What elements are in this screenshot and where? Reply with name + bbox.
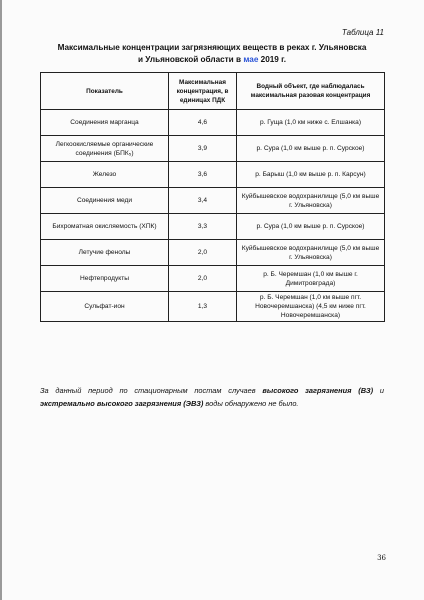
note-text-1: За данный период по стационарным постам случаев bbox=[40, 386, 263, 395]
title-month: мае bbox=[243, 55, 259, 64]
table-row bbox=[41, 266, 385, 292]
indicator-cell: Легкоокисляемые органические соединения (БПК₅) bbox=[41, 136, 169, 162]
value-cell: 1,3 bbox=[169, 292, 237, 322]
note-text-3: воды обнаружено не было. bbox=[203, 399, 299, 408]
value-cell: 2,0 bbox=[169, 240, 237, 266]
value-cell: 2,0 bbox=[169, 266, 237, 292]
table-row bbox=[41, 292, 385, 322]
indicator-cell: Бихроматная окисляемость (ХПК) bbox=[41, 214, 169, 240]
value-cell: 3,6 bbox=[169, 162, 237, 188]
table-row bbox=[41, 188, 385, 214]
note-text-2: и bbox=[373, 386, 384, 395]
location-cell: р. Гуща (1,0 км ниже с. Елшанка) bbox=[237, 110, 385, 136]
page-title bbox=[40, 42, 384, 66]
indicator-cell: Железо bbox=[41, 162, 169, 188]
value-cell: 3,4 bbox=[169, 188, 237, 214]
value-cell: 4,6 bbox=[169, 110, 237, 136]
value-cell: 3,9 bbox=[169, 136, 237, 162]
page-number: 36 bbox=[377, 554, 386, 562]
title-line-1: Максимальные концентрации загрязняющих веществ в реках г. Ульяновска bbox=[57, 43, 367, 52]
indicator-cell: Нефтепродукты bbox=[41, 266, 169, 292]
title-line-2-suffix: 2019 г. bbox=[258, 55, 287, 64]
summary-note bbox=[40, 384, 384, 410]
location-cell: р. Сура (1,0 км выше р. п. Сурское) bbox=[237, 214, 385, 240]
value-cell: 3,3 bbox=[169, 214, 237, 240]
page-edge bbox=[0, 0, 2, 600]
table-row bbox=[41, 136, 385, 162]
table-row bbox=[41, 214, 385, 240]
location-cell: р. Б. Черемшан (1,0 км выше г. Димитровграда) bbox=[237, 266, 385, 292]
location-cell: р. Сура (1,0 км выше р. п. Сурское) bbox=[237, 136, 385, 162]
indicator-cell: Соединения меди bbox=[41, 188, 169, 214]
location-cell: Куйбышевское водохранилище (5,0 км выше г. Ульяновска) bbox=[237, 188, 385, 214]
table-number: Таблица 11 bbox=[341, 28, 384, 37]
note-bold-high-pollution: высокого загрязнения (ВЗ) bbox=[262, 386, 374, 395]
title-line-2-prefix: и Ульяновской области в bbox=[137, 55, 244, 64]
location-cell: р. Барыш (1,0 км выше р. п. Карсун) bbox=[237, 162, 385, 188]
header-water-body: Водный объект, где наблюдалась максимальная разовая концентрация bbox=[237, 73, 385, 110]
note-bold-extreme-pollution: экстремально высокого загрязнения (ЭВЗ) bbox=[40, 399, 204, 408]
table-row bbox=[41, 162, 385, 188]
location-cell: р. Б. Черемшан (1,0 км выше пгт. Новочеремшанска) (4,5 км ниже пгт. Новочеремшанска) bbox=[237, 292, 385, 322]
concentration-table bbox=[40, 72, 385, 322]
table-header-row bbox=[41, 73, 385, 110]
indicator-cell: Летучие фенолы bbox=[41, 240, 169, 266]
table-row bbox=[41, 240, 385, 266]
header-indicator: Показатель bbox=[41, 73, 169, 110]
indicator-cell: Сульфат-ион bbox=[41, 292, 169, 322]
location-cell: Куйбышевское водохранилище (5,0 км выше г. Ульяновска) bbox=[237, 240, 385, 266]
header-max-concentration: Максимальная концентрация, в единицах ПДК bbox=[169, 73, 237, 110]
table-row bbox=[41, 110, 385, 136]
indicator-cell: Соединения марганца bbox=[41, 110, 169, 136]
